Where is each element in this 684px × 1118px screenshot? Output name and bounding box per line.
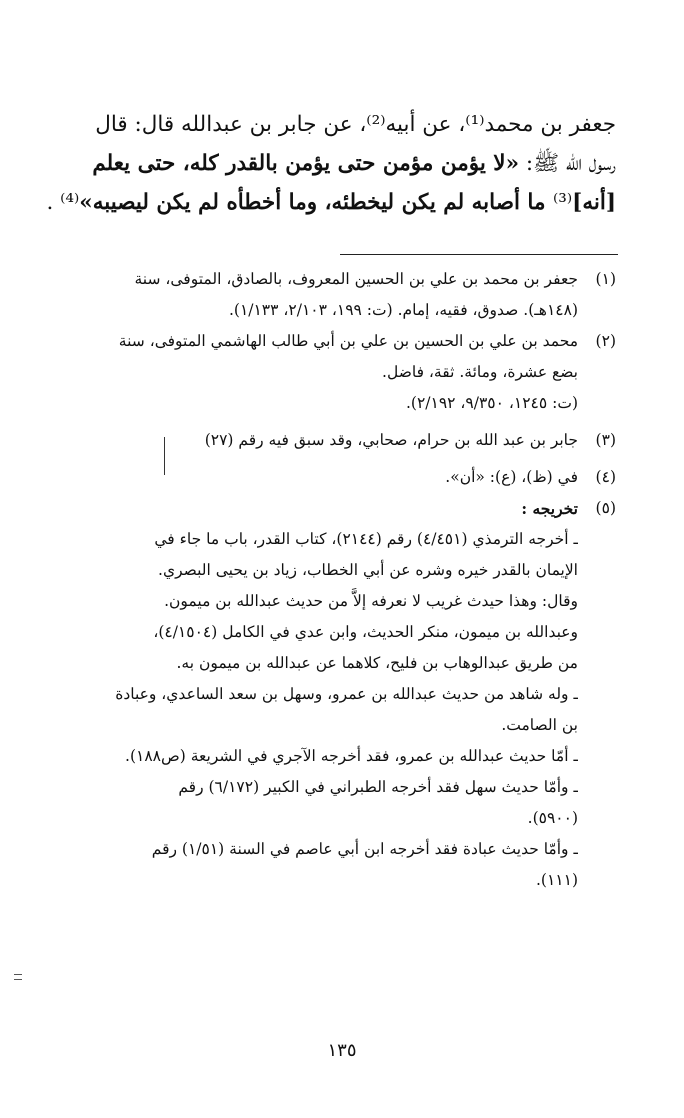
footnote-line: (٥٩٠٠).	[527, 809, 578, 827]
footnote-line: ـ أمّا حديث عبدالله بن عمرو، فقد أخرجه الآجري في الشريعة (ص١٨٨).	[125, 747, 578, 765]
footnote-line: (ت: ١٢٤٥، ٩/٣٥٠، ٢/١٩٢).	[405, 394, 578, 412]
footnote-2	[26, 326, 616, 419]
footnote-number: (١)	[595, 270, 616, 288]
footnote-3	[26, 425, 616, 456]
footnote-number: (٣)	[595, 431, 616, 449]
footnote-line: بن الصامت.	[501, 716, 578, 734]
footnote-1	[26, 264, 616, 326]
margin-mark	[164, 437, 165, 475]
hadith-line-1	[22, 105, 616, 144]
hadith-line-2	[22, 144, 616, 183]
footnote-heading: تخريجه :	[521, 499, 578, 518]
footnote-4	[26, 462, 616, 493]
footnote-line: محمد بن علي بن الحسين بن علي بن أبي طالب الهاشمي المتوفى، سنة	[118, 332, 578, 350]
footnote-separator	[340, 254, 618, 255]
footnote-line: ـ وأمّا حديث عبادة فقد أخرجه ابن أبي عاصم في السنة (١/٥١) رقم	[151, 840, 578, 858]
hadith-line-2-start: رسول الله ﷺ:	[519, 151, 616, 176]
footnotes	[26, 264, 616, 896]
footnote-line: جعفر بن محمد بن علي بن الحسين المعروف، بالصادق، المتوفى، سنة	[134, 270, 578, 288]
hadith-line-3	[22, 183, 616, 222]
footnote-line: وقال: وهذا حيدث غريب لا نعرفه إلاَّ من حديث عبدالله بن ميمون.	[164, 592, 578, 610]
footnote-number: (٢)	[595, 332, 616, 350]
footnote-number: (٥)	[595, 499, 616, 517]
hadith-text	[22, 105, 616, 222]
footnote-line: بضع عشرة، ومائة. ثقة، فاضل.	[382, 363, 578, 381]
hadith-line-1-text: جعفر بن محمد⁽¹⁾، عن أبيه⁽²⁾، عن جابر بن عبدالله قال: قال	[95, 112, 616, 137]
footnote-line: ـ أخرجه الترمذي (٤/٤٥١) رقم (٢١٤٤)، كتاب القدر، باب ما جاء في	[154, 530, 578, 548]
footnote-line: الإيمان بالقدر خيره وشره عن أبي الخطاب، زياد بن يحيى البصري.	[158, 561, 578, 579]
scan-mark	[14, 974, 22, 980]
footnote-number: (٤)	[595, 468, 616, 486]
hadith-line-3-end: ⁽⁴⁾ .	[46, 190, 80, 215]
footnote-line: من طريق عبدالوهاب بن فليح، كلاهما عن عبدالله بن ميمون به.	[176, 654, 578, 672]
footnote-line: (١٤٨هـ). صدوق، فقيه، إمام. (ت: ١٩٩، ٢/١٠٣، ١/١٣٣).	[228, 301, 578, 319]
hadith-line-2-bold: «لا يؤمن مؤمن حتى يؤمن بالقدر كله، حتى يعلم	[92, 151, 520, 176]
footnote-line: جابر بن عبد الله بن حرام، صحابي، وقد سبق فيه رقم (٢٧)	[204, 431, 578, 449]
footnote-line: ـ وأمّا حديث سهل فقد أخرجه الطبراني في الكبير (٦/١٧٢) رقم	[178, 778, 578, 796]
hadith-line-3-bold-a: [أنه]	[572, 190, 616, 215]
footnote-line: (١١١).	[535, 871, 578, 889]
footnote-line: وعبدالله بن ميمون، منكر الحديث، وابن عدي في الكامل (٤/١٥٠٤)،	[153, 623, 578, 641]
footnote-line: ـ وله شاهد من حديث عبدالله بن عمرو، وسهل بن سعد الساعدي، وعبادة	[115, 685, 578, 703]
page-number: ١٣٥	[327, 1040, 357, 1061]
hadith-line-3-bold-b: ما أصابه لم يكن ليخطئه، وما أخطأه لم يكن ليصيبه»	[79, 190, 553, 215]
footnote-line: في (ظ)، (ع): «أن».	[445, 468, 578, 486]
footnote-5	[26, 493, 616, 896]
hadith-line-3-ref: ⁽³⁾	[552, 190, 573, 215]
